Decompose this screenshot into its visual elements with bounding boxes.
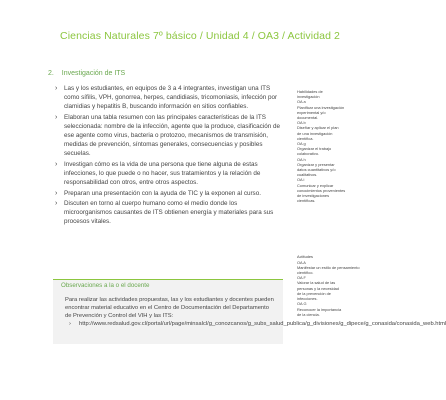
side-note-line: Actitudes — [297, 254, 314, 260]
side-note-line: Valorar la salud de las — [297, 280, 336, 286]
side-note-line: personas y la necesidad — [297, 285, 339, 291]
page-header: Ciencias Naturales 7º básico / Unidad 4 / OA3 / Actividad 2 — [60, 30, 340, 42]
side-note-line: conocimientos provenientes — [297, 187, 346, 193]
side-note-line: Organizar el trabajo — [297, 146, 332, 152]
side-note-line: OA A — [297, 259, 306, 265]
side-note-line: investigación — [297, 94, 320, 100]
list-item: › Preparan una presentación con la ayuda de TIC y la exponen al curso. — [55, 189, 283, 198]
observations-header: Observaciones a la o el docente — [53, 279, 283, 291]
side-note-line: OA G — [297, 301, 307, 307]
side-note-line: científicas. — [297, 198, 316, 204]
list-item: › Elaboran una tabla resumen con las principales características de la ITS seleccionada: nombre de la infección, agente que la produce, clasificación de ese agente como virus, bacteria o protozoo, mecanismos de transmisión, medidas de prevención, síntomas generales, consecuencias y posibles secuelas. — [55, 113, 283, 158]
side-note-line: de una investigación — [297, 130, 333, 136]
side-note-line: OA b — [297, 120, 306, 126]
side-note-line: cualitativos. — [297, 172, 318, 178]
side-note-line: Comunicar y explicar — [297, 182, 334, 188]
side-note-line: OA h — [297, 156, 306, 162]
list-item: › Discuten en torno al cuerpo humano como el medio donde los microorganismos causantes de ITS obtienen energía y materiales para sus procesos vitales. — [55, 199, 283, 226]
section-number: 2. — [48, 70, 54, 77]
side-note-line: infecciones. — [297, 296, 318, 302]
attitudes-notes — [297, 254, 367, 316]
section-title — [48, 70, 125, 77]
side-note-line: Manifestar un estilo de pensamiento — [297, 264, 360, 270]
side-note-line: datos cuantitativos y/o — [297, 167, 336, 173]
side-note-line: científico. — [297, 270, 314, 276]
side-note-line: Reconocer la importancia — [297, 306, 342, 312]
side-note-line: científica. — [297, 135, 314, 141]
side-note-line: Planificar una investigación — [297, 104, 345, 110]
section-title-text: Investigación de ITS — [61, 70, 126, 77]
side-notes — [297, 89, 367, 317]
side-note-line: Organizar y presentar — [297, 161, 335, 167]
side-note-line: OA g — [297, 141, 306, 147]
observations-text: Para realizar las actividades propuestas, las y los estudiantes y docentes pueden encontrar material educativo en el Centro de Documentación del Departamento de Prevención y Control del VIH y las ITS: — [65, 297, 274, 319]
side-note-line: de la prevención de — [297, 290, 331, 296]
observations-link[interactable]: › http://www.redsalud.gov.cl/portal/url/page/minsalcl/g_conozcanos/g_subs_salud_publica/g_divisiones/g_dipece/g_conasida/conasida_web.html — [65, 321, 275, 329]
side-note-line: de la ciencia. — [297, 311, 320, 317]
side-note-line: OA a — [297, 99, 306, 105]
side-note-line: OA i — [297, 177, 305, 183]
side-note-line: documental. — [297, 115, 319, 121]
list-item: › Investigan cómo es la vida de una persona que tiene alguna de estas infecciones, lo que puede o no hacer, sus tratamientos y la relación de responsabilidad con otros, entre otros aspectos. — [55, 160, 283, 187]
side-note-line: experimental y/o — [297, 109, 326, 115]
side-note-line: Diseñar y aplicar el plan — [297, 125, 339, 131]
list-item: › Las y los estudiantes, en equipos de 3 a 4 integrantes, investigan una ITS como sífilis, VPH, gonorrea, herpes, candidiasis, tricomoniasis, infección por clamidias y hepatitis B, buscando información en sitios confiables. — [55, 84, 283, 111]
activity-body — [55, 84, 283, 228]
side-note-line: OA F — [297, 275, 306, 281]
side-note-line: de investigaciones — [297, 193, 330, 199]
activity-list — [55, 84, 283, 226]
skills-notes — [297, 89, 367, 203]
side-note-line: Habilidades de — [297, 89, 323, 94]
side-note-line: colaborativo. — [297, 151, 320, 157]
